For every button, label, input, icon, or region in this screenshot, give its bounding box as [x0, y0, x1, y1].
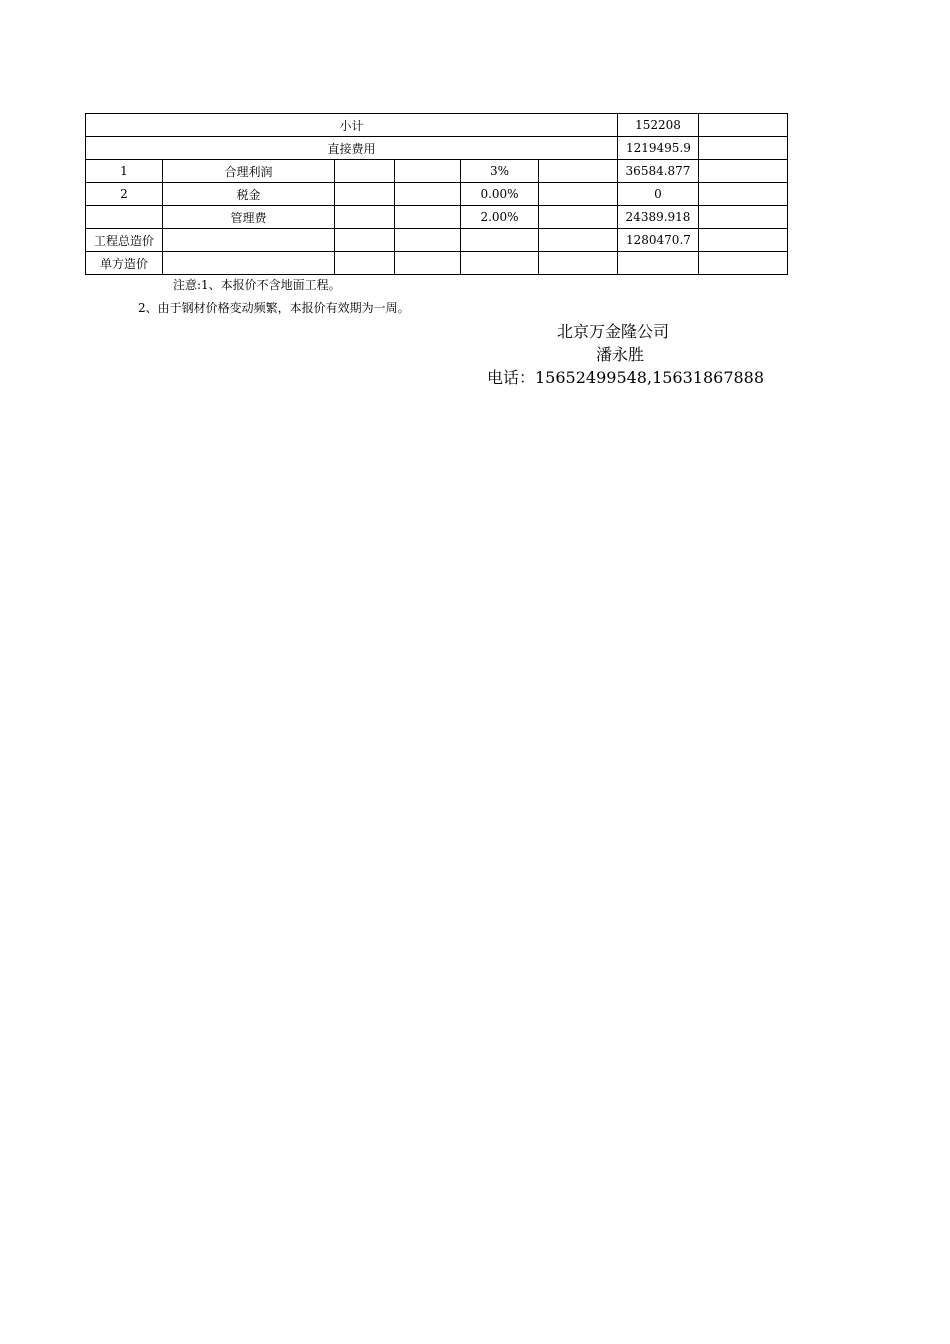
- row-amount: 36584.877: [618, 160, 699, 183]
- row-item: 合理利润: [163, 160, 335, 183]
- row-number: [86, 206, 163, 229]
- row-cell: [539, 252, 618, 275]
- table-row: [86, 160, 788, 183]
- row-cell: [699, 229, 788, 252]
- row-cell: [699, 252, 788, 275]
- row-cell: [461, 229, 539, 252]
- row-item: 管理费: [163, 206, 335, 229]
- note-line-2: 2、由于钢材价格变动频繁，本报价有效期为一周。: [138, 301, 410, 315]
- row-cell: [539, 160, 618, 183]
- row-cell: [335, 206, 395, 229]
- row-cell: [395, 206, 461, 229]
- row-cell: [539, 183, 618, 206]
- row-cell: [395, 229, 461, 252]
- row-amount: 0: [618, 183, 699, 206]
- contact-phone: 电话：15652499548,15631867888: [487, 368, 765, 387]
- subtotal-extra: [699, 114, 788, 137]
- row-cell: [395, 183, 461, 206]
- row-extra: [699, 206, 788, 229]
- total-cost-amount: 1280470.7: [618, 229, 699, 252]
- total-cost-row: [86, 229, 788, 252]
- subtotal-row: [86, 114, 788, 137]
- note-line-1: 注意:1、本报价不含地面工程。: [173, 278, 341, 292]
- row-number: 2: [86, 183, 163, 206]
- row-amount: 24389.918: [618, 206, 699, 229]
- row-rate: 2.00%: [461, 206, 539, 229]
- row-extra: [699, 160, 788, 183]
- quotation-table: [85, 113, 788, 275]
- unit-cost-row: [86, 252, 788, 275]
- row-cell: [335, 229, 395, 252]
- contact-person: 潘永胜: [596, 345, 645, 364]
- row-cell: [395, 252, 461, 275]
- subtotal-label: 小计: [86, 114, 618, 137]
- table-row: [86, 183, 788, 206]
- row-cell: [335, 252, 395, 275]
- unit-cost-amount: [618, 252, 699, 275]
- row-rate: 0.00%: [461, 183, 539, 206]
- direct-cost-amount: 1219495.9: [618, 137, 699, 160]
- table-row: [86, 206, 788, 229]
- direct-cost-row: [86, 137, 788, 160]
- row-cell: [335, 183, 395, 206]
- row-cell: [539, 229, 618, 252]
- row-cell: [539, 206, 618, 229]
- row-cell: [163, 229, 335, 252]
- row-cell: [335, 160, 395, 183]
- row-extra: [699, 183, 788, 206]
- row-cell: [163, 252, 335, 275]
- direct-cost-label: 直接费用: [86, 137, 618, 160]
- row-rate: 3%: [461, 160, 539, 183]
- row-number: 1: [86, 160, 163, 183]
- row-item: 税金: [163, 183, 335, 206]
- unit-cost-label: 单方造价: [86, 252, 163, 275]
- total-cost-label: 工程总造价: [86, 229, 163, 252]
- subtotal-amount: 152208: [618, 114, 699, 137]
- direct-cost-extra: [699, 137, 788, 160]
- row-cell: [461, 252, 539, 275]
- row-cell: [395, 160, 461, 183]
- company-name: 北京万金隆公司: [557, 322, 670, 341]
